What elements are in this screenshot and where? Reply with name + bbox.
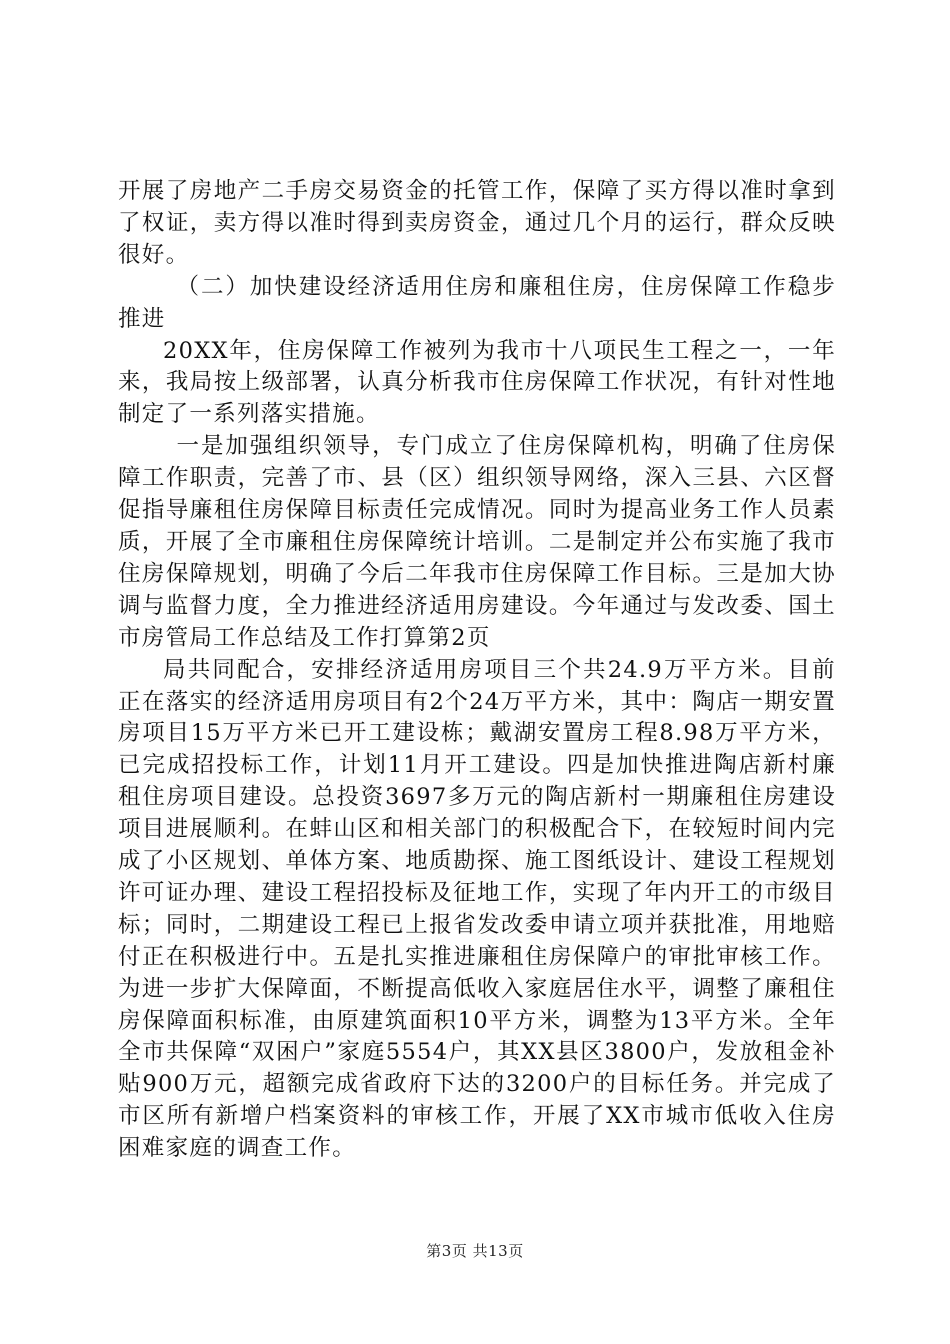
page-footer: 第3页 共13页 (426, 1242, 524, 1260)
paragraph: 局共同配合，安排经济适用房项目三个共24.9万平方米。目前正在落实的经济适用房项目有2个24万平方米，其中：陶店一期安置房项目15万平方米已开工建设栋；戴湖安置房工程8.98万平方米，已完成招投标工作，计划11月开工建设。四是加快推进陶店新村廉租住房项目建设。总投资3697多万元的陶店新村一期廉租住房建设项目进展顺利。在蚌山区和相关部门的积极配合下，在较短时间内完成了小区规划、单体方案、地质勘探、施工图纸设计、建设工程规划许可证办理、建设工程招投标及征地工作，实现了年内开工的市级目标；同时，二期建设工程已上报省发改委申请立项并获批准，用地赔付正在积极进行中。五是扎实推进廉租住房保障户的审批审核工作。为进一步扩大保障面，不断提高低收入家庭居住水平，调整了廉租住房保障面积标准，由原建筑面积10平方米，调整为13平方米。全年全市共保障“双困户”家庭5554户，其XX县区3800户，发放租金补贴900万元，超额完成省政府下达的3200户的目标任务。并完成了市区所有新增户档案资料的审核工作，开展了XX市城市低收入住房困难家庭的调查工作。 (118, 656, 836, 1162)
paragraph: 20XX年，住房保障工作被列为我市十八项民生工程之一，一年来，我局按上级部署，认真分析我市住房保障工作状况，有针对性地制定了一系列落实措施。 (118, 337, 836, 428)
paragraph: 一是加强组织领导，专门成立了住房保障机构，明确了住房保障工作职责，完善了市、县（区）组织领导网络，深入三县、六区督促指导廉租住房保障目标责任完成情况。同时为提高业务工作人员素质，开展了全市廉租住房保障统计培训。二是制定并公布实施了我市住房保障规划，明确了今后二年我市住房保障工作目标。三是加大协调与监督力度，全力推进经济适用房建设。今年通过与发改委、国土市房管局工作总结及工作打算第2页 (118, 433, 836, 651)
document-body (118, 176, 836, 1165)
section-heading: （二）加快建设经济适用住房和廉租住房，住房保障工作稳步推进 (118, 273, 836, 332)
paragraph-continuation: 开展了房地产二手房交易资金的托管工作，保障了买方得以准时拿到了权证，卖方得以准时得到卖房资金，通过几个月的运行，群众反映很好。 (118, 178, 836, 268)
